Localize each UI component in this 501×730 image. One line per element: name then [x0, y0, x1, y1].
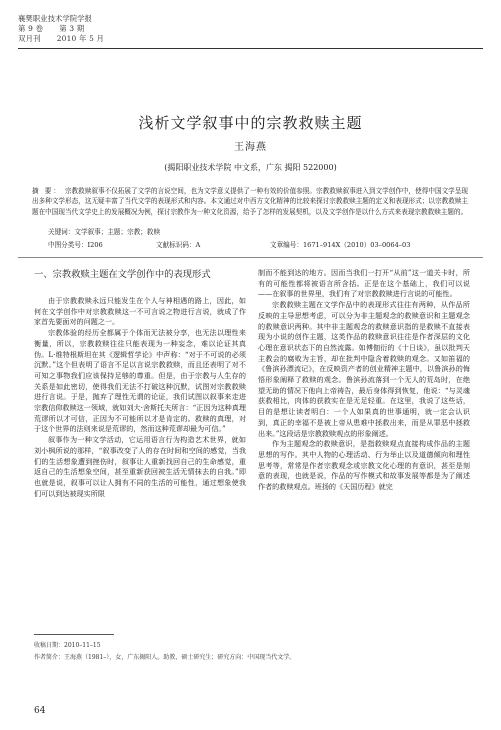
article-title: 浅析文学叙事中的宗教救赎主题 [138, 114, 363, 132]
section-heading: 一、宗教救赎主题在文学创作中的表现形式 [34, 269, 211, 280]
journal-issue: 第 3 期 [59, 24, 85, 34]
author-affiliation: (揭阳职业技术学院 中文系，广东 揭阳 522000) [164, 163, 337, 172]
abstract-text: 宗教救赎叙事不仅拓展了文学的言说空间，也为文学意义提供了一种有效的价值参照。宗教救赎叙事进入到文学创作中，使得中国文学呈现出多种文学形态，这无疑丰富了当代文学的表现形式和内容。本文通过对中西方文化精神的比较来探讨宗教救赎主题的定义和表现形式；以宗教救赎主题在中国现当代文学史上的发展概况为例，探讨宗教作为一种文化资源，给予了怎样的发展契机，以及文学创作是以什么方式来表现宗教救赎主题的。 [32, 187, 468, 216]
footnote-received: 收稿日期：2010–11–15 [34, 642, 101, 649]
paragraph: 叙事作为一种文学活动，它运用语言行为构造艺术世界，就如刘小枫所说的那样，“叙事改变了人的存在时间和空间的感觉，当我们的生活想象遭到挫伤时，叙事让人重新找回自己的生命感觉，重返自己的生活想象空间，甚至重新获回被生活无情抹去的自我。”即也就是说，叙事可以让人拥有不同的生活的可能性，通过想象使我们可以到达被现实所限 [34, 435, 246, 498]
paragraph: 由于宗教救赎永远只能发生在个人与神相遇的路上，因此，如何在文学创作中对宗教救赎这一不可言说之物进行言说，就成了作家首先要面对的问题之一。 [34, 296, 246, 327]
article-number: 文章编号：1671–914X（2010）03–0064–03 [270, 241, 411, 249]
document-code: 文献标识码：A [156, 241, 201, 249]
abstract-rule [18, 257, 483, 258]
footnote-author-bio: 作者简介：王海燕（1981–），女，广东揭阳人。助教，硕士研究生；研究方向：中国现当代文学。 [34, 654, 296, 661]
clc-number: 中图分类号：I206 [48, 241, 103, 249]
journal-volume-issue [18, 24, 104, 34]
footnote-rule [34, 634, 114, 635]
abstract-label: 摘 要： [32, 187, 62, 195]
paragraph: 作为主题观念的救赎意识，是指救赎观点直接构成作品的主题思想的写作。其中人物的心理活动、行为举止以及道德倾向和理性思考等，常常是作者宗教观念或宗教文化心理的有意识，甚至是刻意的表现，也就是说，作品的写作模式和故事发展等都是为了阐述作者的救赎观点。班扬的《天国历程》就完 [258, 439, 470, 492]
left-column [34, 296, 246, 499]
right-column [258, 268, 470, 493]
paragraph: 制而不能到达的地方。因而当我们一打开“从前”这一道关卡时，所有的可能性都将被语言所含括。正是在这个基础上，我们可以说——在叙事的世界里，我们有了对宗教救赎进行言说的可能性。 [258, 268, 470, 299]
journal-header [18, 14, 104, 45]
journal-date: 2010 年 5 月 [56, 34, 105, 44]
article-author: 王海燕 [234, 142, 267, 153]
paragraph: 宗教体验的经历全都属于个体而无法被分享，也无法以理性来衡量，所以，宗教救赎往往只能表现为一种妄念，难以论证其真伪。L·维特根斯坦在其《逻辑哲学论》中声称：“对于不可说的必须沉默。”这个但表明了语言不足以言说宗教救赎，而且还表明了对不可知之事物我们应该保持足够的尊重。但是，由于宗教与人生存的关系是如此密切，使得我们无法不打破这种沉默，试图对宗教救赎进行言说。于是，抛弃了理性无谓的论证，我们试图以叙事来走进宗教信仰救赎这一领域，就如刘大·舍斯托夫所言：“正因为这种真理荒谬所以才可信，正因为不可能所以才是肯定的。救赎的真理，对于这个世界的法则来说是荒谬的，然而这种荒谬却最为可信。” [34, 328, 246, 434]
journal-name: 襄樊职业技术学院学报 [18, 14, 92, 23]
header-rule [18, 48, 483, 49]
journal-frequency: 双月刊 [18, 34, 41, 44]
abstract [32, 186, 468, 217]
paragraph: 宗教救赎主题在文学作品中的表现形式往往有两种，从作品所反映的主导思想考虑，可以分为非主题观念的救赎意识和主题观念的救赎意识两种。其中非主题观念的救赎意识指的是救赎不直接表现为小说的创作主题，这类作品的救赎意识往往是作者深层的文化心理在意识状态下的自然流露。如傅伽衍的《十日谈》，虽以批判天主教会的腐败为主旨，却在批判中隐含着救赎的观念。又如笛福的《鲁滨孙漂流记》，在反映资产者的创业精神主题中，以鲁滨孙的悔悟形象阐释了救赎的观念。鲁滨孙流落到一个无人的荒岛时，在绝望无助的情况下他向上帝祷告，最后身体得到恢复，他说：“与灵魂获救相比，肉体的获救实在是无足轻重。在这里，我说了这些话，目的是想让读者明白：一个人如果真的世事通明，就一定会认识到，真正的幸福不是被上帝从患难中拯救出来，而是从罪恶中拯救出来。”这段话是宗教救赎观点的形象阐述。 [258, 300, 470, 438]
page-number: 64 [34, 706, 46, 716]
keywords: 关键词：文学叙事；主题；宗教；救赎 [48, 228, 161, 236]
journal-frequency-date [18, 34, 104, 44]
journal-volume: 第 9 卷 [18, 24, 44, 34]
